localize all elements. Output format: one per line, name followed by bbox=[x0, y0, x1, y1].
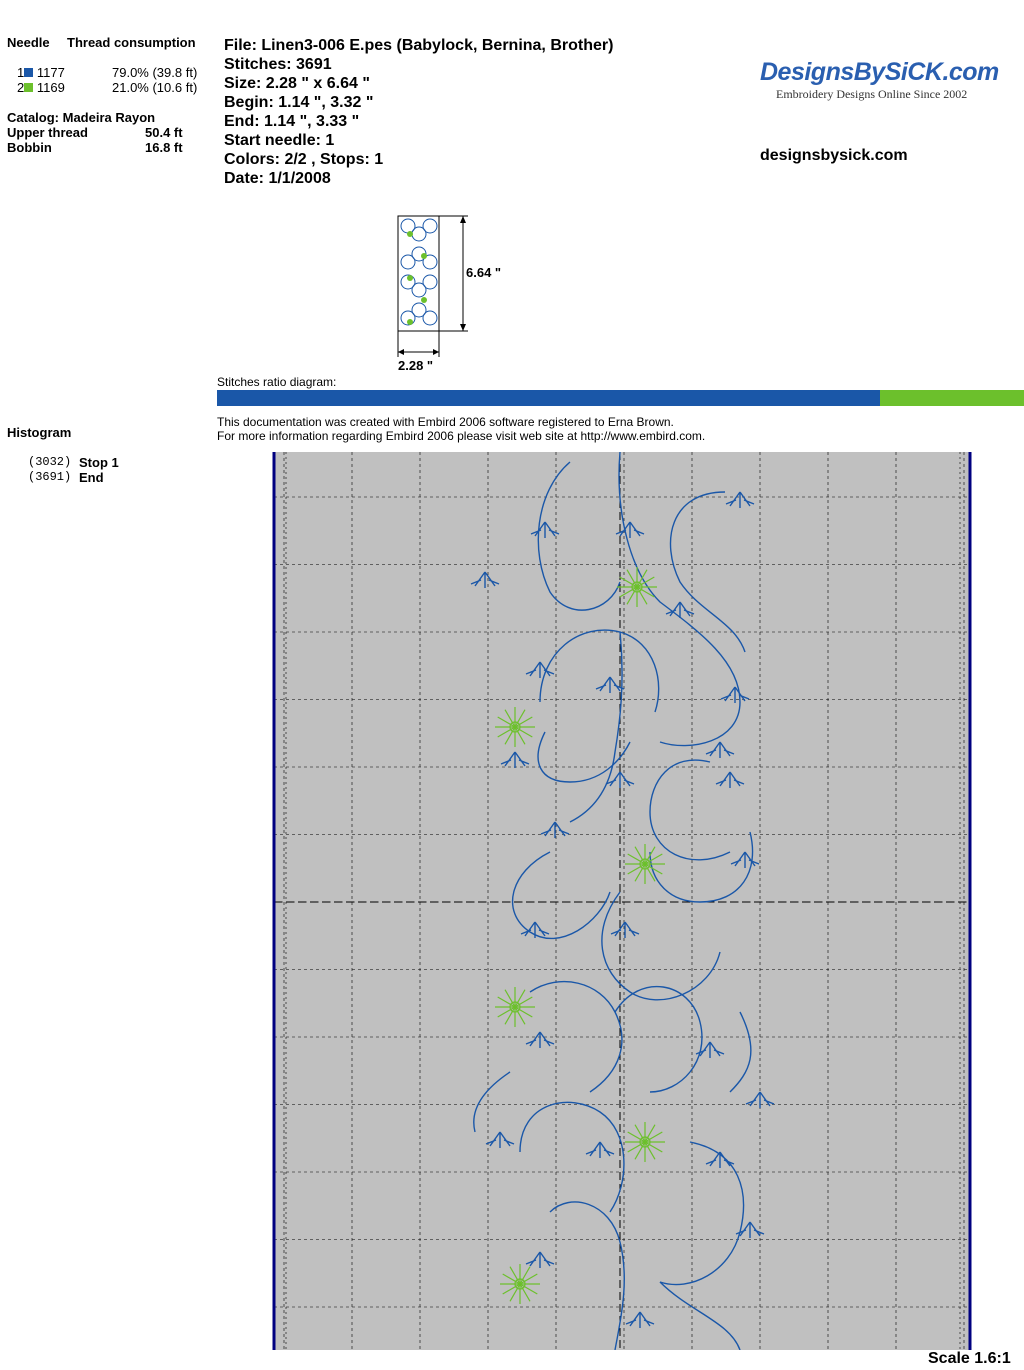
file-name: File: Linen3-006 E.pes (Babylock, Bernina, Brother) bbox=[224, 37, 614, 54]
end-position: End: 1.14 ", 3.33 " bbox=[224, 113, 360, 130]
note-line-2: For more information regarding Embird 2006 please visit web site at http://www.embird.com. bbox=[217, 429, 706, 443]
upper-thread-label: Upper thread bbox=[7, 125, 88, 140]
ratio-segment-green bbox=[880, 390, 1024, 406]
thread-consumption-header: Thread consumption bbox=[67, 35, 196, 50]
arrow-down-icon bbox=[460, 324, 466, 331]
needle-number: 2 bbox=[17, 80, 25, 95]
design-date: Date: 1/1/2008 bbox=[224, 170, 331, 187]
histogram-count-1: (3032) bbox=[28, 455, 72, 469]
catalog-label: Catalog: Madeira Rayon bbox=[7, 110, 156, 125]
embroidery-design-preview bbox=[270, 452, 974, 1350]
designsbysick-logo bbox=[760, 58, 999, 103]
scale-label: Scale 1.6:1 bbox=[928, 1350, 1011, 1367]
upper-thread-value: 50.4 ft bbox=[145, 125, 183, 140]
design-thumbnail bbox=[394, 212, 524, 377]
arrow-up-icon bbox=[460, 216, 466, 223]
arrow-left-icon bbox=[398, 349, 404, 355]
begin-position: Begin: 1.14 ", 3.32 " bbox=[224, 94, 374, 111]
colors-stops: Colors: 2/2 , Stops: 1 bbox=[224, 151, 384, 168]
stitches-ratio-label: Stitches ratio diagram: bbox=[217, 375, 337, 389]
bobbin-label: Bobbin bbox=[7, 140, 52, 155]
thread-info-panel bbox=[0, 0, 215, 500]
thumbnail-flower bbox=[407, 275, 413, 281]
histogram-count-2: (3691) bbox=[28, 470, 72, 484]
thumbnail-flower bbox=[421, 253, 427, 259]
thread-code: 1177 bbox=[36, 65, 65, 80]
thumbnail-flower bbox=[407, 319, 413, 325]
stitches-ratio-bar bbox=[217, 390, 1024, 406]
thread-code: 1169 bbox=[36, 80, 65, 95]
thumbnail-flower bbox=[407, 231, 413, 237]
documentation-note bbox=[217, 415, 705, 443]
thumbnail-flower bbox=[421, 297, 427, 303]
stitch-count: Stitches: 3691 bbox=[224, 56, 332, 73]
site-url: designsbysick.com bbox=[760, 147, 908, 164]
thumbnail-frame bbox=[398, 216, 439, 331]
thread-consumption-1: 79.0% (39.8 ft) bbox=[112, 65, 198, 80]
thread-row-1 bbox=[17, 65, 65, 80]
design-size: Size: 2.28 " x 6.64 " bbox=[224, 75, 370, 92]
arrow-right-icon bbox=[433, 349, 439, 355]
histogram-title: Histogram bbox=[7, 425, 72, 440]
design-header-info bbox=[224, 36, 613, 188]
thread-consumption-2: 21.0% (10.6 ft) bbox=[112, 80, 198, 95]
needle-number: 1 bbox=[17, 65, 25, 80]
width-label: 2.28 " bbox=[398, 358, 434, 373]
logo-wordmark: DesignsBySiCK.com bbox=[760, 58, 999, 86]
thread-row-2 bbox=[17, 80, 65, 95]
color-swatch-icon bbox=[24, 83, 33, 92]
bobbin-value: 16.8 ft bbox=[145, 140, 183, 155]
height-label: 6.64 " bbox=[466, 265, 502, 280]
ratio-segment-blue bbox=[217, 390, 880, 406]
start-needle: Start needle: 1 bbox=[224, 132, 335, 149]
needle-header: Needle bbox=[7, 35, 50, 50]
histogram-label-1: Stop 1 bbox=[79, 455, 119, 470]
logo-tagline: Embroidery Designs Online Since 2002 bbox=[776, 87, 968, 101]
note-line-1: This documentation was created with Embird 2006 software registered to Erna Brown. bbox=[217, 415, 674, 429]
histogram-label-2: End bbox=[79, 470, 104, 485]
color-swatch-icon bbox=[24, 68, 33, 77]
